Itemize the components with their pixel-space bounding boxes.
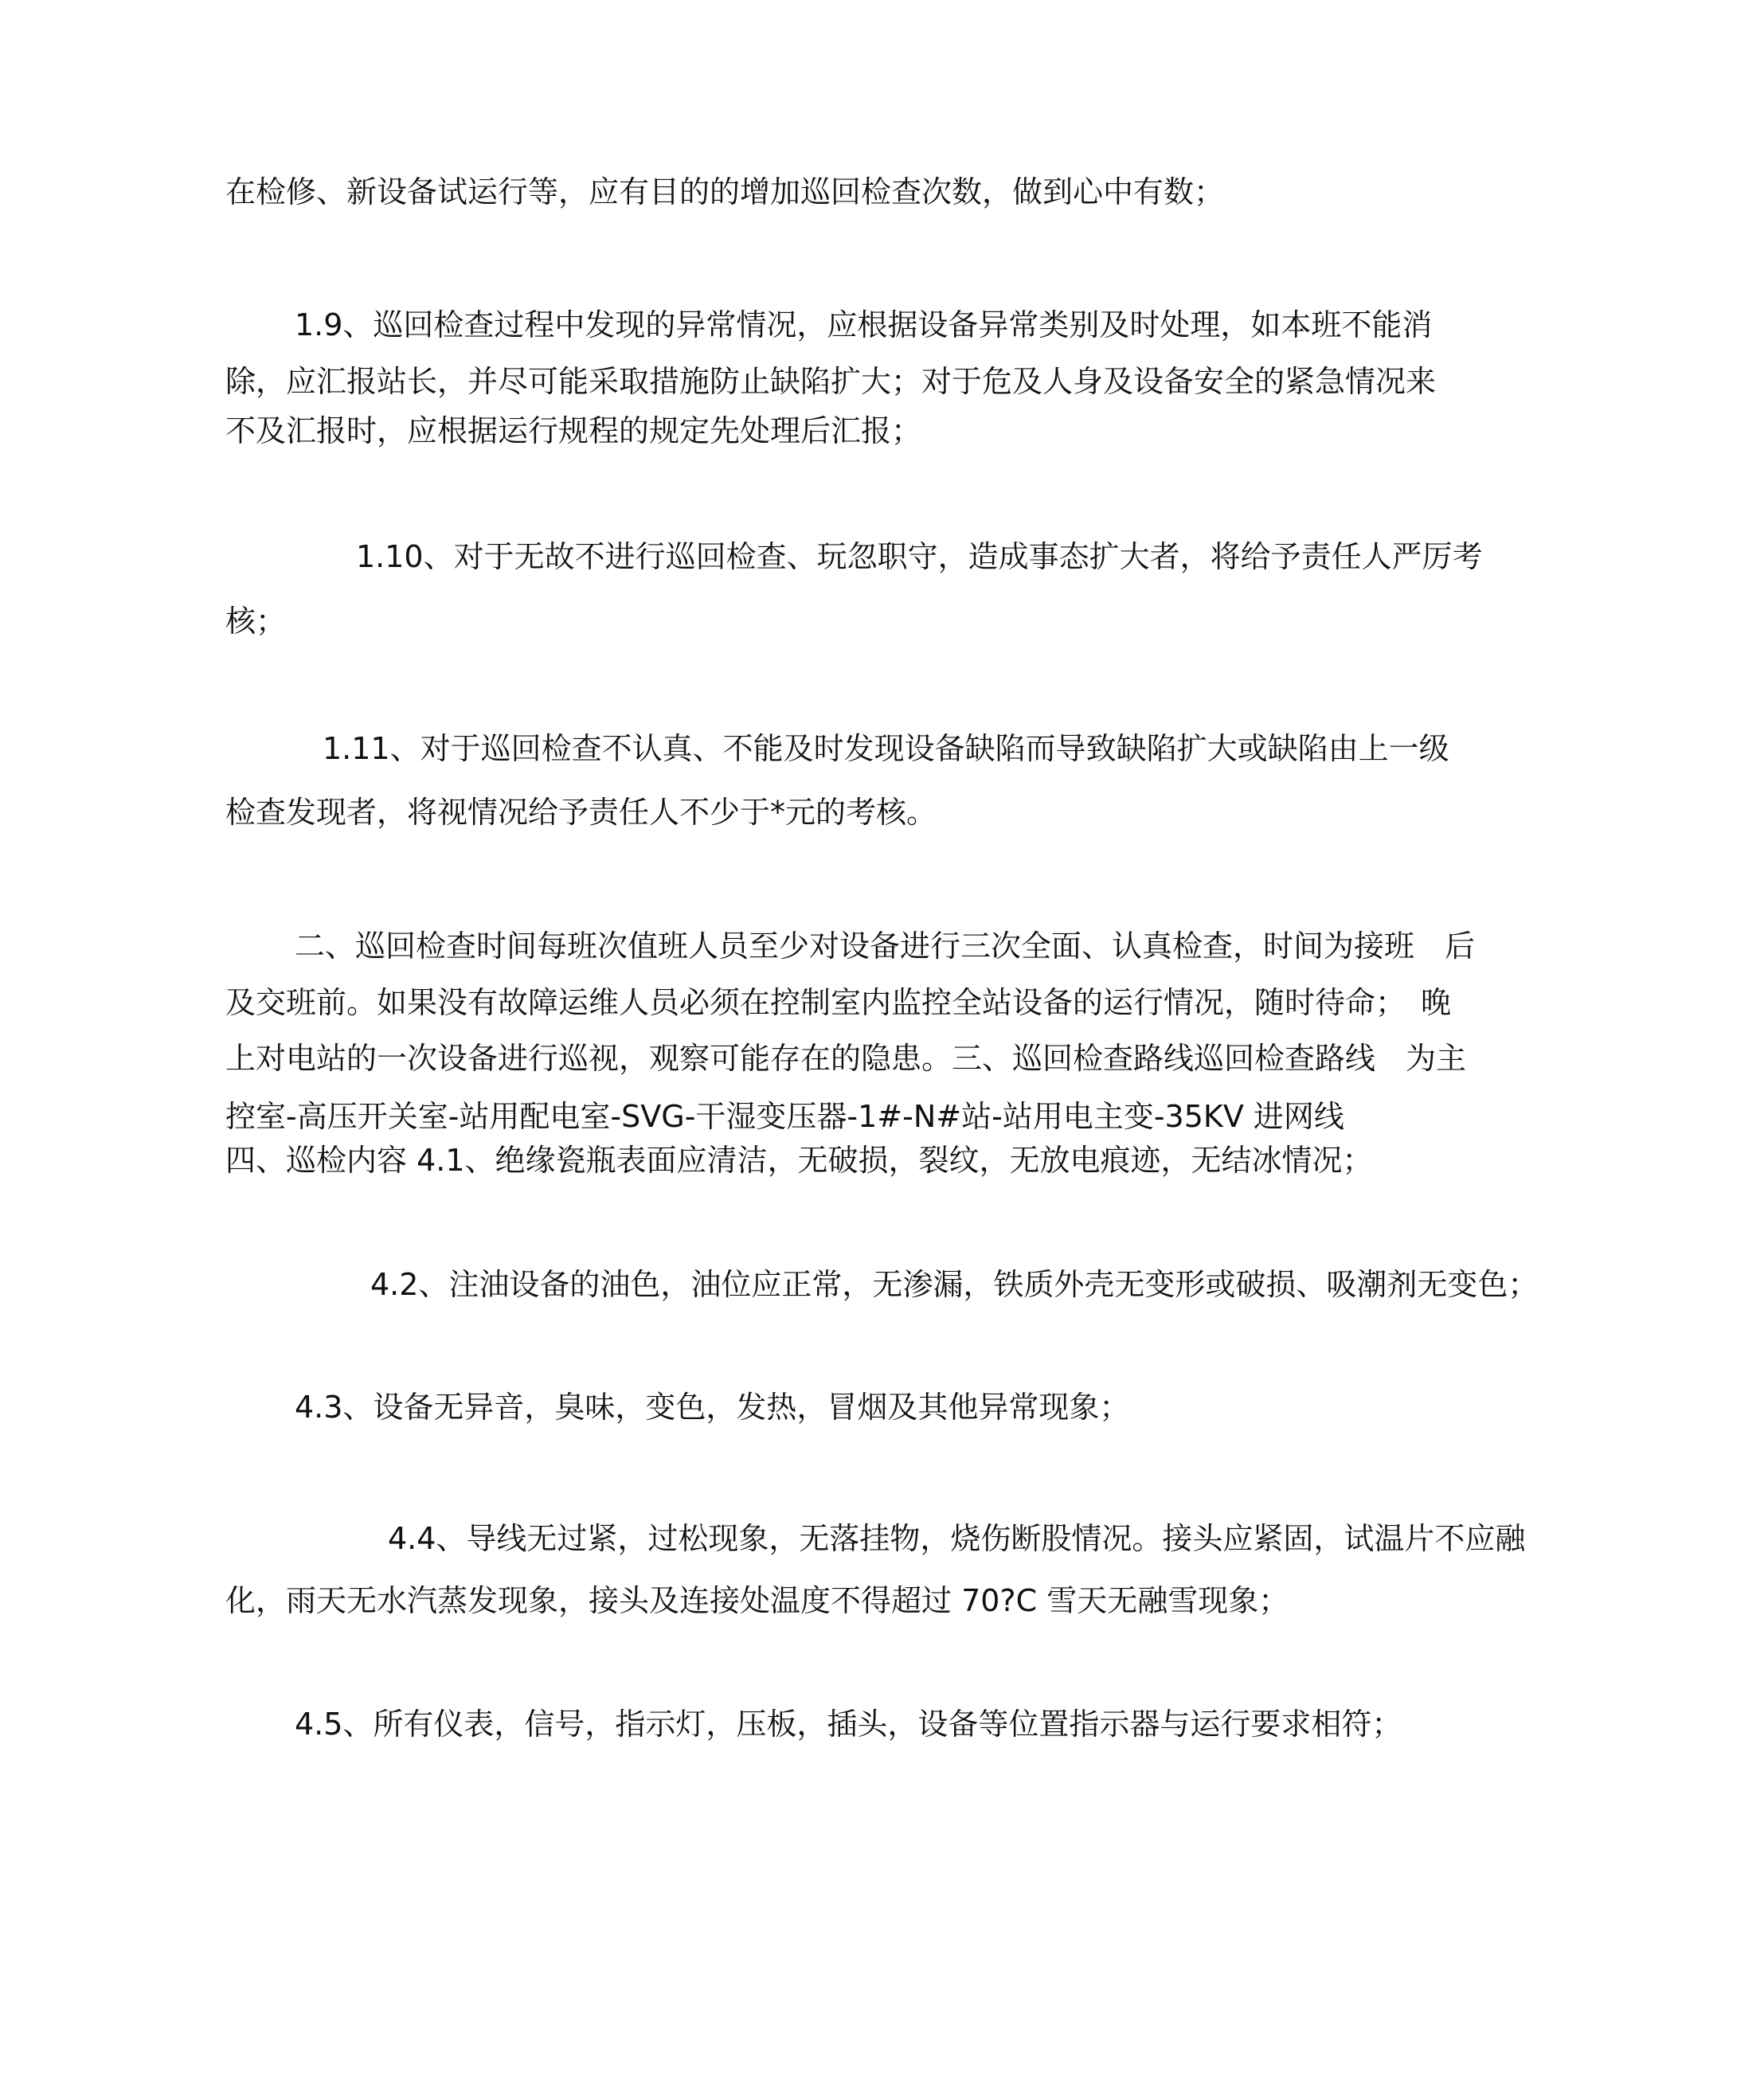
text-line: 4.2、注油设备的油色，油位应正常，无渗漏，铁质外壳无变形或破损、吸潮剂无变色； [370,1267,1539,1302]
text-line: 控室-高压开关室-站用配电室-SVG-干湿变压器-1#-N#站-站用电主变-35KV 进网线 [225,1099,1344,1134]
text-line: 上对电站的一次设备进行巡视，观察可能存在的隐患。三、巡回检查路线巡回检查路线 为主 [225,1041,1467,1076]
text-line: 1.10、对于无故不进行巡回检查、玩忽职守，造成事态扩大者，将给予责任人严厉考 [356,539,1483,574]
text-line: 及交班前。如果没有故障运维人员必须在控制室内监控全站设备的运行情况，随时待命； 晚 [225,985,1452,1020]
text-line: 1.11、对于巡回检查不认真、不能及时发现设备缺陷而导致缺陷扩大或缺陷由上一级 [323,731,1449,766]
text-line: 4.5、所有仪表，信号，指示灯，压板，插头，设备等位置指示器与运行要求相符； [295,1707,1402,1742]
text-line: 不及汇报时，应根据运行规程的规定先处理后汇报； [225,413,922,448]
text-line: 核； [225,604,287,639]
text-line: 化，雨天无水汽蒸发现象，接头及连接处温度不得超过 70?C 雪天无融雪现象； [225,1583,1289,1618]
text-line: 四、巡检内容 4.1、绝缘瓷瓶表面应清洁，无破损，裂纹，无放电痕迹，无结冰情况； [225,1143,1373,1178]
text-line: 4.3、设备无异音，臭味，变色，发热，冒烟及其他异常现象； [295,1390,1130,1425]
text-line: 在检修、新设备试运行等，应有目的的增加巡回检查次数，做到心中有数； [225,174,1225,209]
text-line: 除，应汇报站长，并尽可能采取措施防止缺陷扩大；对于危及人身及设备安全的紧急情况来 [225,364,1437,399]
text-line: 二、巡回检查时间每班次值班人员至少对设备进行三次全面、认真检查，时间为接班 后 [295,929,1476,964]
text-line: 检查发现者，将视情况给予责任人不少于*元的考核。 [225,795,937,830]
text-line: 4.4、导线无过紧，过松现象，无落挂物，烧伤断股情况。接头应紧固，试温片不应融 [388,1521,1526,1556]
text-line: 1.9、巡回检查过程中发现的异常情况，应根据设备异常类别及时处理，如本班不能消 [295,307,1433,342]
